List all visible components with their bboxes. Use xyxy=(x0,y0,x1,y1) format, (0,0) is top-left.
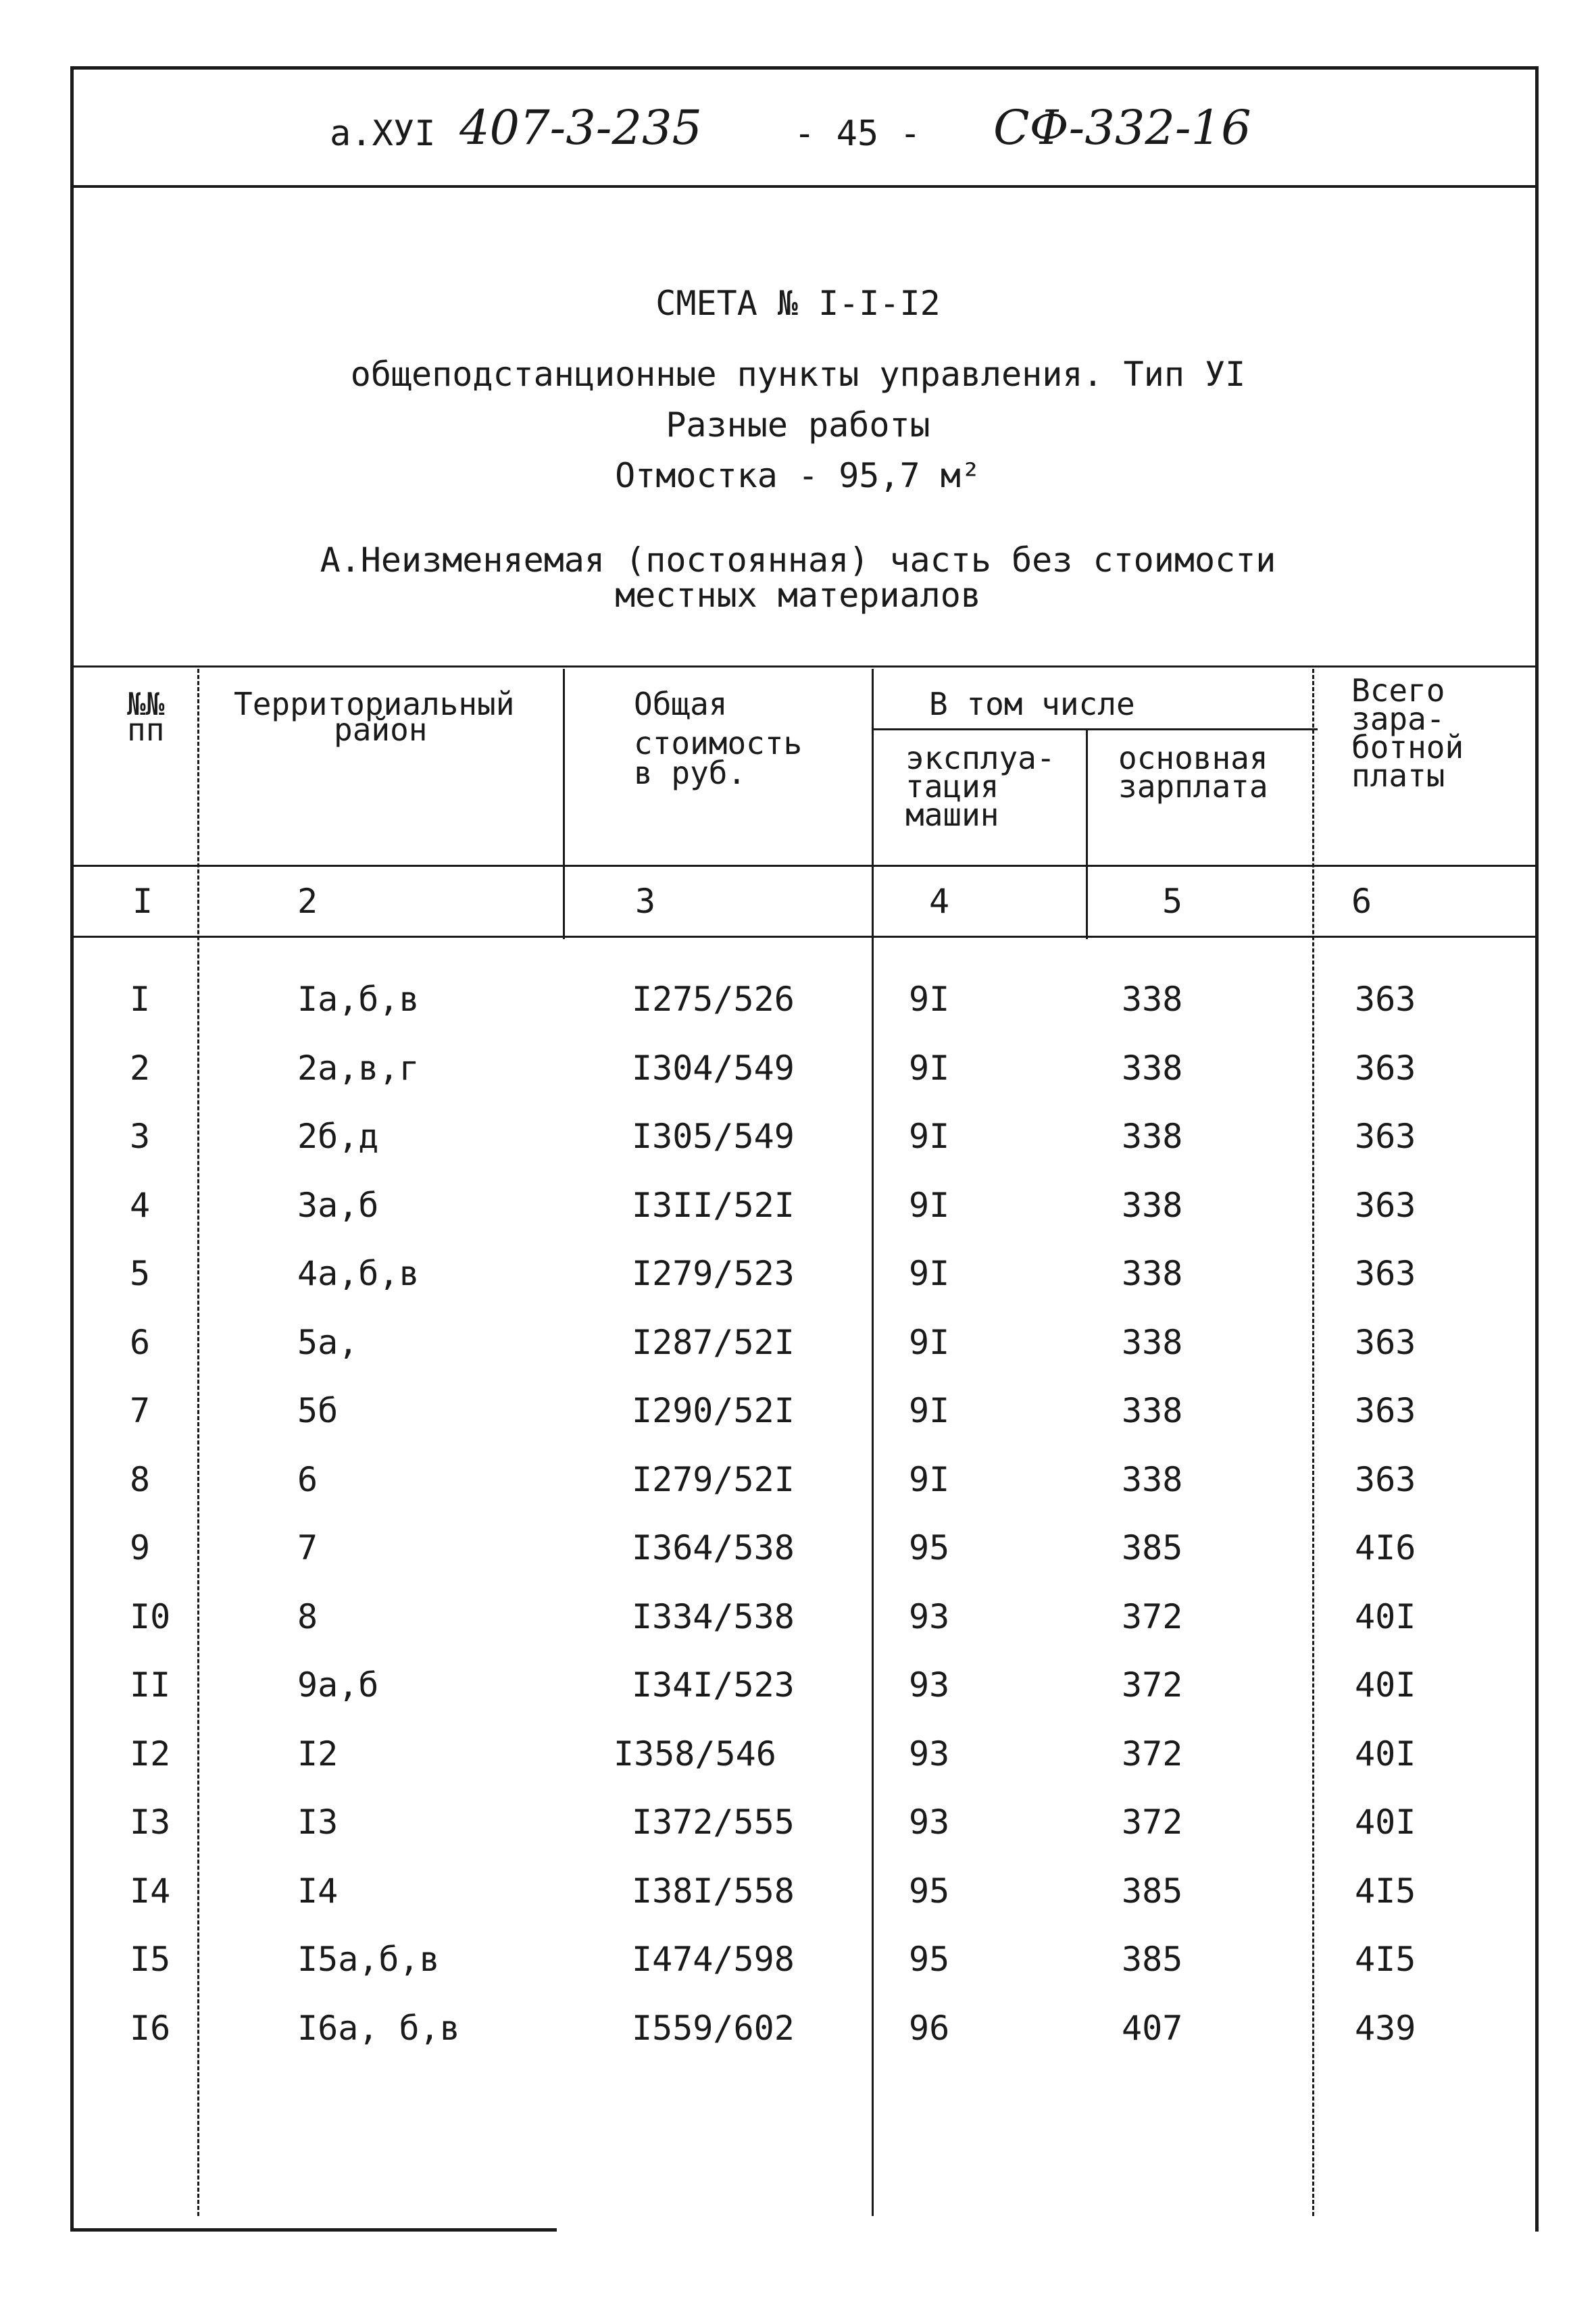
row-number: 3 xyxy=(130,1117,151,1156)
row-base-wage: 372 xyxy=(1122,1597,1183,1636)
row-base-wage: 338 xyxy=(1122,1117,1183,1156)
row-total-wage: 40I xyxy=(1355,1803,1416,1842)
row-number: 7 xyxy=(130,1391,151,1430)
row-base-wage: 372 xyxy=(1122,1665,1183,1705)
row-base-wage: 338 xyxy=(1122,1391,1183,1430)
row-number: I5 xyxy=(130,1940,171,1979)
header-machines-l2: тация xyxy=(905,768,999,805)
column-number: 2 xyxy=(297,882,318,921)
row-machine-operation: 9I xyxy=(909,1186,950,1225)
row-base-wage: 338 xyxy=(1122,1323,1183,1362)
column-number: 3 xyxy=(635,882,656,921)
row-base-wage: 338 xyxy=(1122,1254,1183,1293)
row-machine-operation: 9I xyxy=(909,1049,950,1088)
row-total-wage: 4I5 xyxy=(1355,1871,1416,1911)
header-including: В том числе xyxy=(929,686,1135,722)
header-bottom-border xyxy=(70,865,1535,867)
column-number: 5 xyxy=(1162,882,1183,921)
row-district: 8 xyxy=(297,1597,318,1636)
row-total-wage: 363 xyxy=(1355,1254,1416,1293)
header-total-l1: Общая xyxy=(634,686,728,722)
row-number: 4 xyxy=(130,1186,151,1225)
row-number: 9 xyxy=(130,1528,151,1567)
row-number: 6 xyxy=(130,1323,151,1362)
row-machine-operation: 9I xyxy=(909,1323,950,1362)
row-total-wage: 40I xyxy=(1355,1734,1416,1774)
row-number: 5 xyxy=(130,1254,151,1293)
header-divider xyxy=(70,185,1535,188)
header-allwage-l3: ботной xyxy=(1351,729,1464,765)
row-district: I4 xyxy=(297,1871,339,1911)
row-district: 6 xyxy=(297,1460,318,1499)
row-district: 5б xyxy=(297,1391,339,1430)
header-num-l2: пп xyxy=(127,711,165,748)
header-total-l2: стоимость xyxy=(634,725,803,761)
row-total-wage: 4I6 xyxy=(1355,1528,1416,1567)
row-number: I0 xyxy=(130,1597,171,1636)
header-num-l1: №№ xyxy=(127,686,165,722)
row-base-wage: 338 xyxy=(1122,980,1183,1019)
row-district: I5а,б,в xyxy=(297,1940,440,1979)
including-underline xyxy=(872,728,1318,730)
row-total-cost: I474/598 xyxy=(632,1940,795,1979)
row-total-wage: 363 xyxy=(1355,1323,1416,1362)
album-number: 407-3-235 xyxy=(459,100,703,155)
header-total-l3: в руб. xyxy=(634,755,747,791)
row-number: II xyxy=(130,1665,171,1705)
row-district: I2 xyxy=(297,1734,339,1774)
row-machine-operation: 9I xyxy=(909,1117,950,1156)
row-total-cost: I275/526 xyxy=(632,980,795,1019)
frame-bottom-line xyxy=(70,2228,557,2232)
row-total-wage: 363 xyxy=(1355,1391,1416,1430)
estimate-work-type: Разные работы xyxy=(666,405,930,445)
column-numbers-border xyxy=(70,936,1535,938)
row-total-cost: I3II/52I xyxy=(632,1186,795,1225)
header-wage-l1: основная xyxy=(1118,740,1268,776)
row-total-cost: I34I/523 xyxy=(632,1665,795,1705)
header-machines-l3: машин xyxy=(905,797,999,833)
row-machine-operation: 9I xyxy=(909,980,950,1019)
row-total-wage: 40I xyxy=(1355,1597,1416,1636)
row-base-wage: 338 xyxy=(1122,1049,1183,1088)
row-total-cost: I279/523 xyxy=(632,1254,795,1293)
table-top-border xyxy=(70,665,1535,668)
row-machine-operation: 95 xyxy=(909,1871,950,1911)
column-divider-1 xyxy=(197,669,199,2216)
row-district: I6а, б,в xyxy=(297,2009,460,2048)
row-total-cost: I305/549 xyxy=(632,1117,795,1156)
section-title-cont: местных материалов xyxy=(615,576,981,615)
row-number: I4 xyxy=(130,1871,171,1911)
header-district-l2: район xyxy=(334,711,428,748)
row-machine-operation: 93 xyxy=(909,1803,950,1842)
row-number: I xyxy=(130,980,151,1019)
column-number: 4 xyxy=(929,882,950,921)
row-machine-operation: 9I xyxy=(909,1254,950,1293)
row-machine-operation: 96 xyxy=(909,2009,950,2048)
row-total-wage: 363 xyxy=(1355,1049,1416,1088)
row-district: I3 xyxy=(297,1803,339,1842)
row-number: I3 xyxy=(130,1803,171,1842)
column-number: 6 xyxy=(1351,882,1372,921)
row-machine-operation: 93 xyxy=(909,1665,950,1705)
row-district: 9а,б xyxy=(297,1665,379,1705)
row-district: Iа,б,в xyxy=(297,980,420,1019)
row-machine-operation: 95 xyxy=(909,1940,950,1979)
row-machine-operation: 93 xyxy=(909,1597,950,1636)
row-district: 5а, xyxy=(297,1323,359,1362)
row-number: 8 xyxy=(130,1460,151,1499)
section-title: А.Неизменяемая (постоянная) часть без стоимости xyxy=(320,540,1276,580)
header-wage-l2: зарплата xyxy=(1118,768,1268,805)
row-base-wage: 385 xyxy=(1122,1871,1183,1911)
column-number: I xyxy=(132,882,153,921)
estimate-subject: общеподстанционные пункты управления. Тип УI xyxy=(350,355,1246,394)
column-divider-5 xyxy=(1312,669,1314,2216)
row-machine-operation: 9I xyxy=(909,1391,950,1430)
estimate-item: Отмостка - 95,7 м² xyxy=(615,456,981,495)
row-district: 2а,в,г xyxy=(297,1049,420,1088)
row-total-cost: I279/52I xyxy=(632,1460,795,1499)
row-number: 2 xyxy=(130,1049,151,1088)
row-total-cost: I559/602 xyxy=(632,2009,795,2048)
header-allwage-l2: зара- xyxy=(1351,701,1445,737)
row-base-wage: 372 xyxy=(1122,1734,1183,1774)
row-district: 4а,б,в xyxy=(297,1254,420,1293)
row-total-wage: 363 xyxy=(1355,1186,1416,1225)
row-total-cost: I358/546 xyxy=(614,1734,776,1774)
sheet-code: СФ-332-16 xyxy=(993,100,1251,155)
column-divider-3 xyxy=(872,669,874,2216)
row-total-wage: 363 xyxy=(1355,1460,1416,1499)
row-total-cost: I290/52I xyxy=(632,1391,795,1430)
row-base-wage: 385 xyxy=(1122,1940,1183,1979)
row-total-wage: 363 xyxy=(1355,1117,1416,1156)
row-base-wage: 407 xyxy=(1122,2009,1183,2048)
row-total-cost: I287/52I xyxy=(632,1323,795,1362)
row-total-cost: I334/538 xyxy=(632,1597,795,1636)
header-allwage-l1: Всего xyxy=(1351,672,1445,709)
header-district-l1: Территориальный xyxy=(234,686,515,722)
column-divider-2 xyxy=(563,669,565,939)
row-base-wage: 385 xyxy=(1122,1528,1183,1567)
row-number: I6 xyxy=(130,2009,171,2048)
row-total-wage: 4I5 xyxy=(1355,1940,1416,1979)
row-total-wage: 363 xyxy=(1355,980,1416,1019)
row-total-wage: 40I xyxy=(1355,1665,1416,1705)
header-machines-l1: эксплуа- xyxy=(905,740,1055,776)
row-total-cost: I372/555 xyxy=(632,1803,795,1842)
album-prefix: а.ХУI xyxy=(330,114,436,154)
row-total-cost: I304/549 xyxy=(632,1049,795,1088)
row-machine-operation: 9I xyxy=(909,1460,950,1499)
row-base-wage: 338 xyxy=(1122,1460,1183,1499)
row-base-wage: 372 xyxy=(1122,1803,1183,1842)
page-number: - 45 - xyxy=(794,114,921,154)
row-base-wage: 338 xyxy=(1122,1186,1183,1225)
row-machine-operation: 95 xyxy=(909,1528,950,1567)
row-district: 7 xyxy=(297,1528,318,1567)
estimate-title: СМЕТА № I-I-I2 xyxy=(655,284,941,323)
row-total-cost: I38I/558 xyxy=(632,1871,795,1911)
row-district: 3а,б xyxy=(297,1186,379,1225)
row-number: I2 xyxy=(130,1734,171,1774)
column-divider-4 xyxy=(1086,730,1088,939)
row-district: 2б,д xyxy=(297,1117,379,1156)
row-machine-operation: 93 xyxy=(909,1734,950,1774)
row-total-cost: I364/538 xyxy=(632,1528,795,1567)
row-total-wage: 439 xyxy=(1355,2009,1416,2048)
header-allwage-l4: платы xyxy=(1351,757,1445,794)
